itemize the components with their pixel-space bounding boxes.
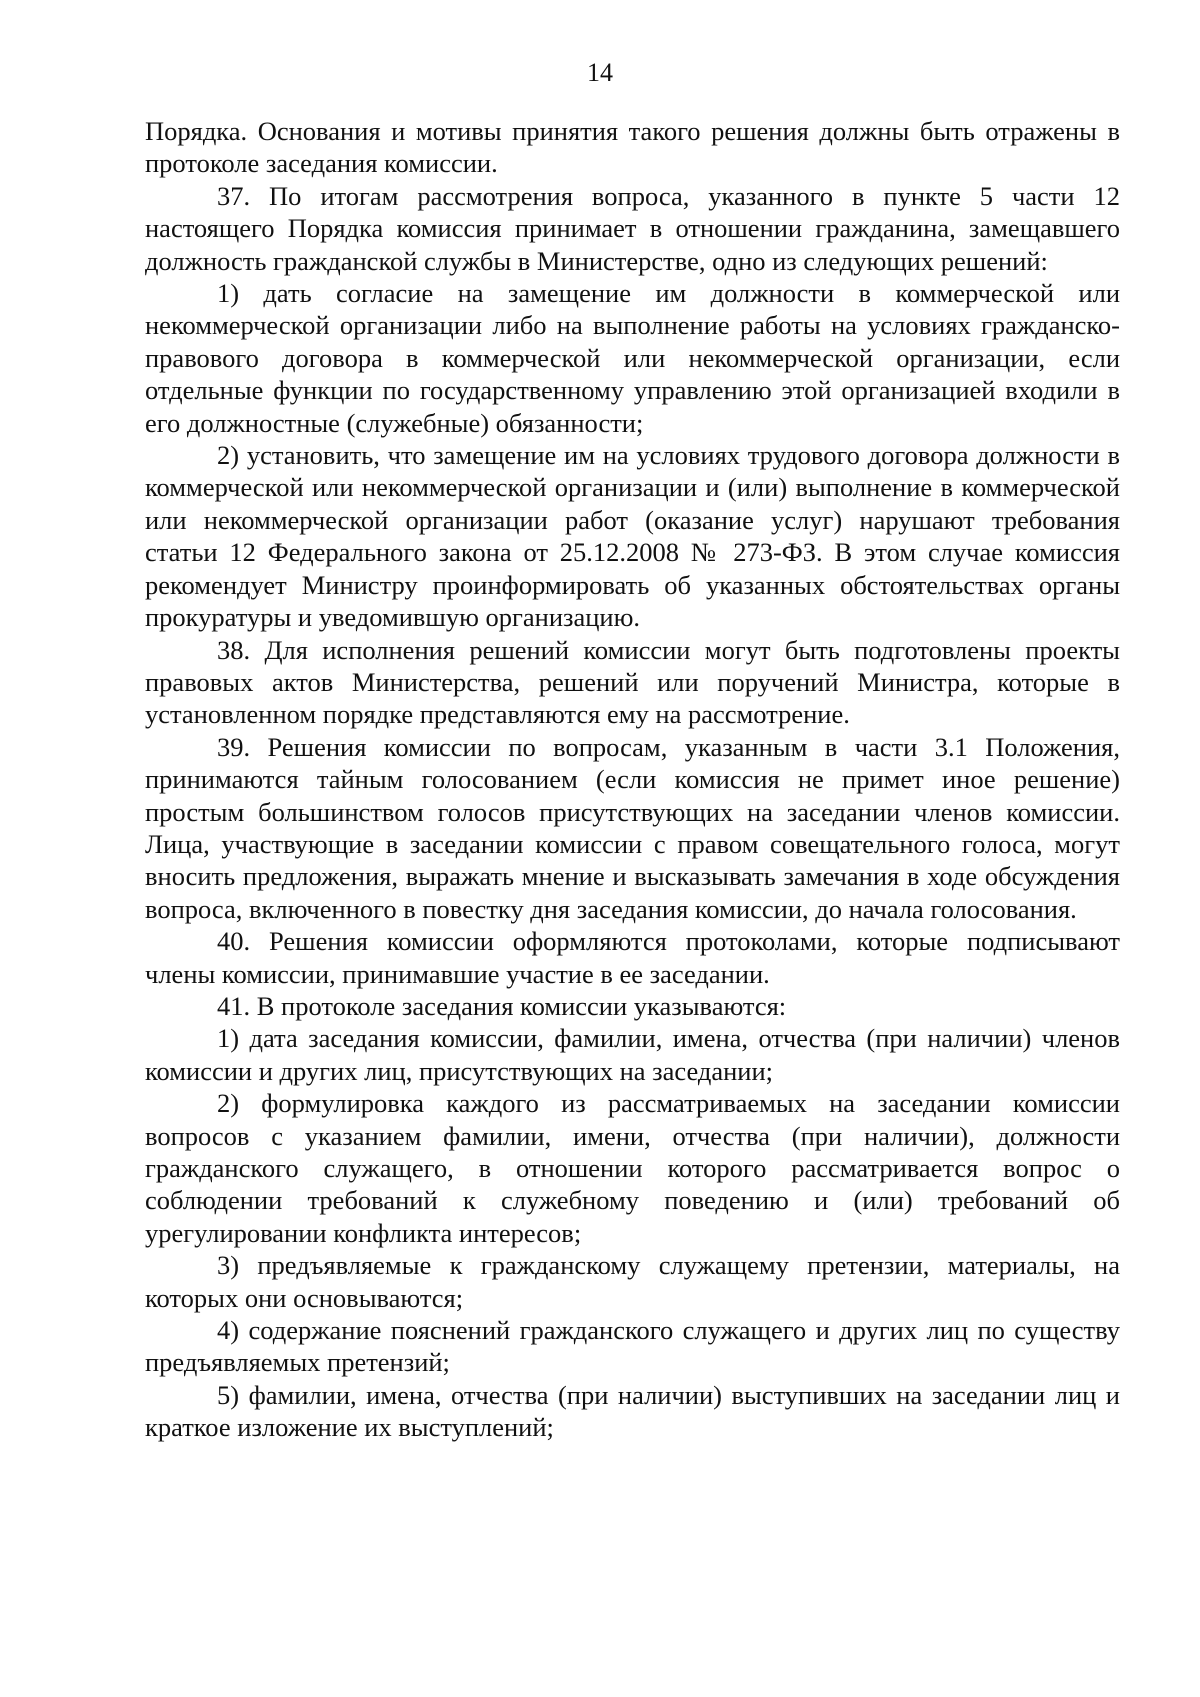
paragraph: 37. По итогам рассмотрения вопроса, указанного в пункте 5 части 12 настоящего Порядка комиссия принимает в отношении гражданина, замещавшего должность гражданской службы в Министерстве, одно из следующих решений: <box>145 180 1120 276</box>
paragraph: 2) формулировка каждого из рассматриваемых на заседании комиссии вопросов с указанием фамилии, имени, отчества (при наличии), должности гражданского служащего, в отношении которого рассматривается вопрос о соблюдении требований к служебному поведению и (или) требований об урегулировании конфликта интересов; <box>145 1088 1120 1248</box>
paragraph: 5) фамилии, имена, отчества (при наличии) выступивших на заседании лиц и краткое изложение их выступлений; <box>145 1379 1120 1443</box>
paragraph: 2) установить, что замещение им на условиях трудового договора должности в коммерческой или некоммерческой организации и (или) выполнение в коммерческой или некоммерческой организации работ (оказание услуг) нарушают требования статьи 12 Федерального закона от 25.12.2008 № 273-ФЗ. В этом случае комиссия рекомендует Министру проинформировать об указанных обстоятельствах органы прокуратуры и уведомившую организацию. <box>145 440 1120 633</box>
paragraph: 1) дать согласие на замещение им должности в коммерческой или некоммерческой организации либо на выполнение работы на условиях гражданско-правового договора в коммерческой или некоммерческой организации, если отдельные функции по государственному управлению этой организацией входили в его должностные (служебные) обязанности; <box>145 278 1120 438</box>
paragraph: 40. Решения комиссии оформляются протоколами, которые подписывают члены комиссии, принимавшие участие в ее заседании. <box>145 926 1120 989</box>
paragraph: 4) содержание пояснений гражданского служащего и других лиц по существу предъявляемых претензий; <box>145 1315 1120 1378</box>
paragraph: Порядка. Основания и мотивы принятия такого решения должны быть отражены в протоколе заседания комиссии. <box>145 116 1120 179</box>
page-number: 14 <box>587 58 613 87</box>
paragraph: 39. Решения комиссии по вопросам, указанным в части 3.1 Положения, принимаются тайным голосованием (если комиссия не примет иное решение) простым большинством голосов присутствующих на заседании членов комиссии. Лица, участвующие в заседании комиссии с правом совещательного голоса, могут вносить предложения, выражать мнение и высказывать замечания в ходе обсуждения вопроса, включенного в повестку дня заседания комиссии, до начала голосования. <box>145 731 1120 924</box>
paragraph: 38. Для исполнения решений комиссии могут быть подготовлены проекты правовых актов Министерства, решений или поручений Министра, которые в установленном порядке представляются ему на рассмотрение. <box>145 634 1120 730</box>
paragraph: 3) предъявляемые к гражданскому служащему претензии, материалы, на которых они основываются; <box>145 1250 1120 1313</box>
paragraph: 41. В протоколе заседания комиссии указываются: <box>217 990 787 1021</box>
document-body <box>145 115 1120 1444</box>
paragraph: 1) дата заседания комиссии, фамилии, имена, отчества (при наличии) членов комиссии и других лиц, присутствующих на заседании; <box>145 1023 1120 1086</box>
